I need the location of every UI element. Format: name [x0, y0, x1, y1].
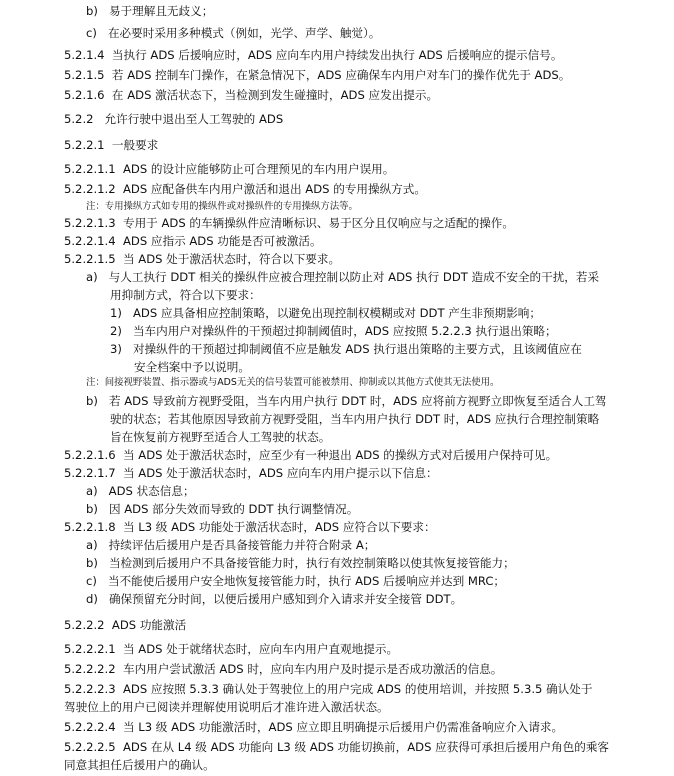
clause: 5.2.2.2.5 ADS 在从 L4 级 ADS 功能向 L3 级 ADS 功能切换前，ADS 应获得可承担后援用户角色的乘客 [64, 740, 610, 754]
list-item: b) 若 ADS 导致前方视野受阻，当车内用户执行 DDT 时，ADS 应将前方视野立即恢复至适合人工驾 [86, 394, 607, 408]
clause: 5.2.2.1.1 ADS 的设计应能够防止可合理预见的车内用户误用。 [64, 162, 395, 176]
clause: 5.2.2.2.4 当 L3 级 ADS 功能激活时，ADS 应立即且明确提示后援用户仍需准备响应介入请求。 [64, 720, 564, 734]
list-item: a) ADS 状态信息； [86, 484, 195, 498]
list-item: c) 在必要时采用多种模式（例如，光学、声学、触觉）。 [86, 26, 381, 40]
section-heading: 5.2.2 允许行驶中退出至人工驾驶的 ADS [64, 112, 284, 126]
clause: 5.2.1.4 当执行 ADS 后援响应时，ADS 应向车内用户持续发出执行 ADS 后援响应的提示信号。 [64, 48, 563, 62]
clause: 5.2.2.2.1 当 ADS 处于就绪状态时，应向车内用户直观地提示。 [64, 642, 399, 656]
clause: 5.2.2.2.2 车内用户尝试激活 ADS 时，应向车内用户及时提示是否成功激活的信息。 [64, 662, 503, 676]
list-item: 驶的状态；若其他原因导致前方视野受阻，当车内用户执行 DDT 时，ADS 应执行合理控制策略 [110, 412, 600, 426]
clause: 5.2.2.1.2 ADS 应配备供车内用户激活和退出 ADS 的专用操纵方式。 [64, 182, 426, 196]
list-item: c) 当不能使后援用户安全地恢复接管能力时，执行 ADS 后援响应并达到 MRC； [86, 574, 506, 588]
clause: 驾驶位上的用户已阅读并理解使用说明后才准许进入激活状态。 [64, 700, 389, 714]
list-item: b) 当检测到后援用户不具备接管能力时，执行有效控制策略以使其恢复接管能力； [86, 556, 515, 570]
clause: 5.2.2.1.3 专用于 ADS 的车辆操纵件应清晰标识、易于区分且仅响应与之适配的操作。 [64, 216, 514, 230]
clause: 同意其担任后援用户的确认。 [64, 758, 215, 772]
section-heading: 5.2.2.1 一般要求 [64, 138, 159, 152]
list-item: 安全档案中予以说明。 [134, 360, 250, 374]
list-item: 2) 当车内用户对操纵件的干预超过抑制阈值时，ADS 应按照 5.2.2.3 执行退出策略； [110, 324, 557, 338]
list-item: a) 持续评估后援用户是否具备接管能力并符合附录 A； [86, 538, 376, 552]
list-item: 3) 对操纵件的干预超过抑制阈值不应是触发 ADS 执行退出策略的主要方式，且该阈值应在 [110, 342, 582, 356]
clause: 5.2.2.1.5 当 ADS 处于激活状态时，符合以下要求。 [64, 252, 341, 266]
section-heading: 5.2.2.2 ADS 功能激活 [64, 618, 187, 632]
clause: 5.2.2.1.7 当 ADS 处于激活状态时，ADS 应向车内用户提示以下信息： [64, 466, 438, 480]
list-item: d) 确保预留充分时间，以便后援用户感知到介入请求并安全接管 DDT。 [86, 592, 463, 606]
list-item: 1) ADS 应具备相应控制策略，以避免出现控制权模糊或对 DDT 产生非预期影响； [110, 306, 541, 320]
clause: 5.2.2.2.3 ADS 应按照 5.3.3 确认处于驾驶位上的用户完成 ADS 的使用培训，并按照 5.3.5 确认处于 [64, 682, 593, 696]
list-item: a) 与人工执行 DDT 相关的操纵件应被合理控制以防止对 ADS 执行 DDT 造成不安全的干扰，若采 [86, 270, 600, 284]
clause: 5.2.2.1.6 当 ADS 处于激活状态时，应至少有一种退出 ADS 的操纵方式对后援用户保持可见。 [64, 448, 558, 462]
clause: 5.2.1.5 若 ADS 控制车门操作，在紧急情况下，ADS 应确保车内用户对车门的操作优先于 ADS。 [64, 68, 571, 82]
clause: 5.2.2.1.4 ADS 应指示 ADS 功能是否可被激活。 [64, 234, 322, 248]
list-item: b) 易于理解且无歧义； [86, 4, 214, 18]
clause: 5.2.2.1.8 当 L3 级 ADS 功能处于激活状态时，ADS 应符合以下要求： [64, 520, 436, 534]
clause: 5.2.1.6 在 ADS 激活状态下，当检测到发生碰撞时，ADS 应发出提示。 [64, 88, 439, 102]
list-item: b) 因 ADS 部分失效而导致的 DDT 执行调整情况。 [86, 502, 359, 516]
list-item: 用抑制方式，符合以下要求： [110, 288, 261, 302]
note: 注：间接视野装置、指示器或与ADS无关的信号装置可能被禁用、抑制或以其他方式使其无法使用。 [86, 377, 500, 388]
note: 注：专用操纵方式如专用的操纵件或对操纵件的专用操纵方法等。 [86, 201, 358, 212]
list-item: 旨在恢复前方视野至适合人工驾驶的状态。 [110, 430, 331, 444]
